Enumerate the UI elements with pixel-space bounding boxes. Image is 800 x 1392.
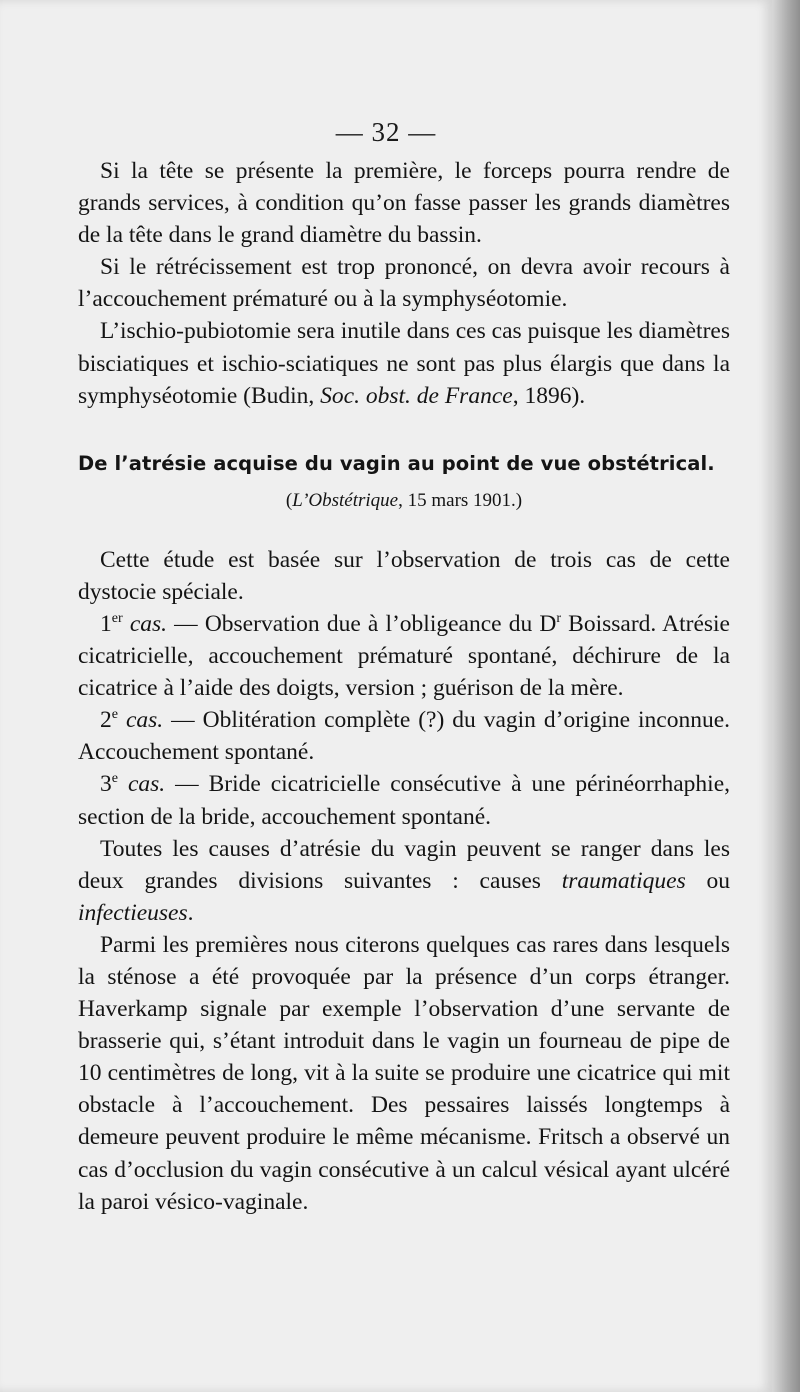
page-gutter-shadow — [772, 0, 800, 1392]
causes-start: Toutes les causes d’atrésie du vagin peuvent se ranger dans les deux grandes divisions suivantes : causes — [78, 835, 730, 894]
case-2-label: cas. — [118, 707, 164, 734]
paragraph-ischio-pubiotomie — [78, 315, 730, 411]
case-3-num: 3 — [100, 771, 112, 798]
case-1-label: cas. — [122, 610, 168, 637]
causes-end: . — [187, 899, 194, 926]
case-2-sup: e — [111, 706, 119, 723]
case-2-text: — Oblitération complète (?) du vagin d’origine inconnue. Accouchement spontané. — [78, 707, 730, 766]
paragraph-causes — [78, 833, 730, 929]
paragraph-intro: Cette étude est basée sur l’observation de trois cas de cette dystocie spéciale. — [78, 546, 730, 605]
case-1-dr-sup: r — [556, 610, 562, 627]
case-3 — [78, 768, 730, 832]
section-source — [78, 486, 730, 516]
source-journal: L’Obstétrique — [292, 489, 399, 511]
paragraph-forceps: Si la tête se présente la première, le forceps pourra rendre de grands services, à condition qu’on fasse passer les grands diamètres de la tête dans le grand diamètre du bassin. — [78, 158, 730, 249]
case-3-sup: e — [111, 770, 119, 787]
source-date: , 15 mars 1901.) — [398, 489, 523, 511]
citation-journal: Soc. obst. de France — [320, 382, 513, 409]
page-number: — 32 — — [335, 117, 437, 147]
paragraph-ischio-text: L’ischio-pubiotomie sera inutile dans ces cas puisque les diamètres bisciatiques et ischio-sciatiques ne sont pas plus élargis que dans la symphyséotomie (Budin, — [78, 318, 730, 409]
causes-mid: ou — [685, 867, 731, 894]
case-2 — [78, 704, 730, 768]
causes-term-traumatiques: traumatiques — [561, 867, 686, 894]
case-1-num: 1 — [100, 610, 112, 637]
case-1-text2: Boissard. Atrésie cicatricielle, accouchement prématuré spontané, déchirure de la cicatrice à l’aide des doigts, version ; guérison de la mère. — [78, 610, 730, 702]
case-2-num: 2 — [100, 707, 112, 734]
paragraph-corps-etranger: Parmi les premières nous citerons quelques cas rares dans lesquels la sténose a été provoquée par la présence d’un corps étranger. Haverkamp signale par exemple l’observation d’une servante de brasserie qui, s’étant introduit dans le vagin un fourneau de pipe de 10 centimètres de long, vit à la suite se produire une cicatrice qui mit obstacle à l’accouchement. Des pessaires laissés longtemps à demeure peuvent produire le même mécanisme. Fritsch a observé un cas d’occlusion du vagin consécutive à un calcul vésical ayant ulcéré la paroi vésico-vaginale. — [78, 931, 730, 1215]
case-1 — [78, 608, 730, 704]
paragraph-retrecissement: Si le rétrécissement est trop prononcé, on devra avoir recours à l’accouchement prématuré ou à la symphyséotomie. — [78, 254, 730, 313]
case-3-label: cas. — [118, 771, 166, 798]
page-body — [78, 155, 730, 1218]
citation-year: , 1896). — [512, 382, 586, 409]
case-3-text: — Bride cicatricielle consécutive à une périnéorrhaphie, section de la bride, accouchement spontané. — [78, 771, 730, 830]
causes-term-infectieuses: infectieuses — [78, 899, 188, 926]
section-heading: De l’atrésie acquise du vagin au point de vue obstétrical. — [78, 451, 715, 475]
source-open: ( — [285, 489, 293, 511]
case-1-text: — Observation due à l’obligeance du D — [167, 610, 557, 637]
case-1-sup: er — [111, 610, 123, 627]
